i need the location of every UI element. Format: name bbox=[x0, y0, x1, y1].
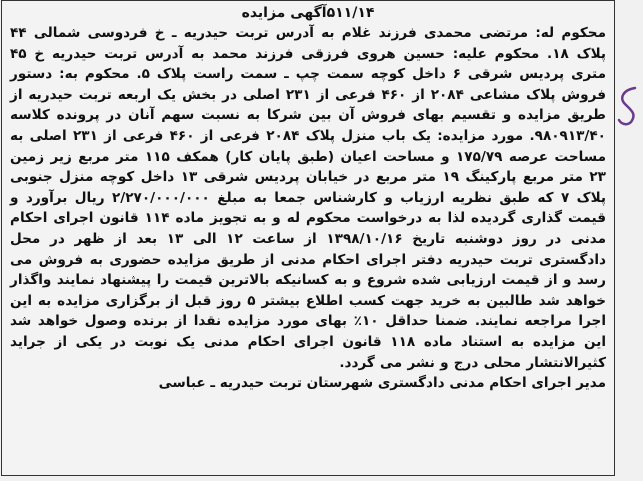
notice-title: ۵۱۱/۱۴آگهی مزایده bbox=[241, 5, 375, 21]
notice-body: محکوم له: مرتضی محمدی فرزند غلام به آدرس تربت حیدریه ـ خ فردوسی شمالی ۴۴ پلاک ۱۸. محکوم علیه: حسین هروی فرزقی فرزند محمد به آدرس تربت حیدریه خ ۴۵ متری پردیس شرقی ۶ داخل کوچه سمت چپ ـ سمت راست پلاک ۵. محکوم به: دستور فروش پلاک مشاعی ۲۰۸۴ از ۴۶۰ فرعی از ۲۳۱ اصلی در بخش یک اربعه تربت حیدریه از طریق مزایده و تقسیم بهای فروش آن بین شرکا به نسبت سهم آنان در پرونده کلاسه ۹۸۰۹۱۳/۴۰. مورد مزایده: یک باب منزل پلاک ۲۰۸۴ فرعی از ۴۶۰ فرعی از ۲۳۱ اصلی به مساحت عرصه ۱۷۵/۷۹ و مساحت اعیان (طبق پایان کار) همکف ۱۱۵ متر مربع زیر زمین ۲۳ متر مربع پارکینگ ۱۹ متر مربع در خیابان پردیس شرقی ۱۳ داخل کوچه منزل جنوبی پلاک ۷ که طبق نظریه ارزیاب و کارشناس جمعا به مبلغ ۲/۲۷۰/۰۰۰/۰۰۰ ریال برآورد و قیمت گذاری گردیده لذا به درخواست محکوم له و به تجویز ماده ۱۱۴ قانون اجرای احکام مدنی در روز دوشنبه تاریخ ۱۳۹۸/۱۰/۱۶ از ساعت ۱۲ الی ۱۳ بعد از ظهر در محل دادگستری تربت حیدریه دفتر اجرای احکام مدنی از طریق مزایده حضوری به فروش می رسد و از قیمت ارزیابی شده شروع و به کسانیکه بالاترین قیمت را پیشنهاد نمایند واگذار خواهد شد طالبین به خرید جهت کسب اطلاع بیشتر ۵ روز قبل از برگزاری مزایده به این اجرا مراجعه نمایند. ضمنا حداقل ۱۰٪ بهای مورد مزایده نقدا از برنده وصول خواهد شد این مزایده به استناد ماده ۱۱۸ قانون اجرای احکام مدنی یک نوبت در یکی از جراید کثیرالانتشار محلی درج و نشر می گردد. bbox=[10, 25, 607, 371]
notice-signature: مدیر اجرای احکام مدنی دادگستری شهرستان تربت حیدریه ـ عباسی bbox=[158, 375, 606, 392]
auction-notice bbox=[1, 0, 615, 476]
handwritten-margin-mark bbox=[613, 84, 641, 128]
